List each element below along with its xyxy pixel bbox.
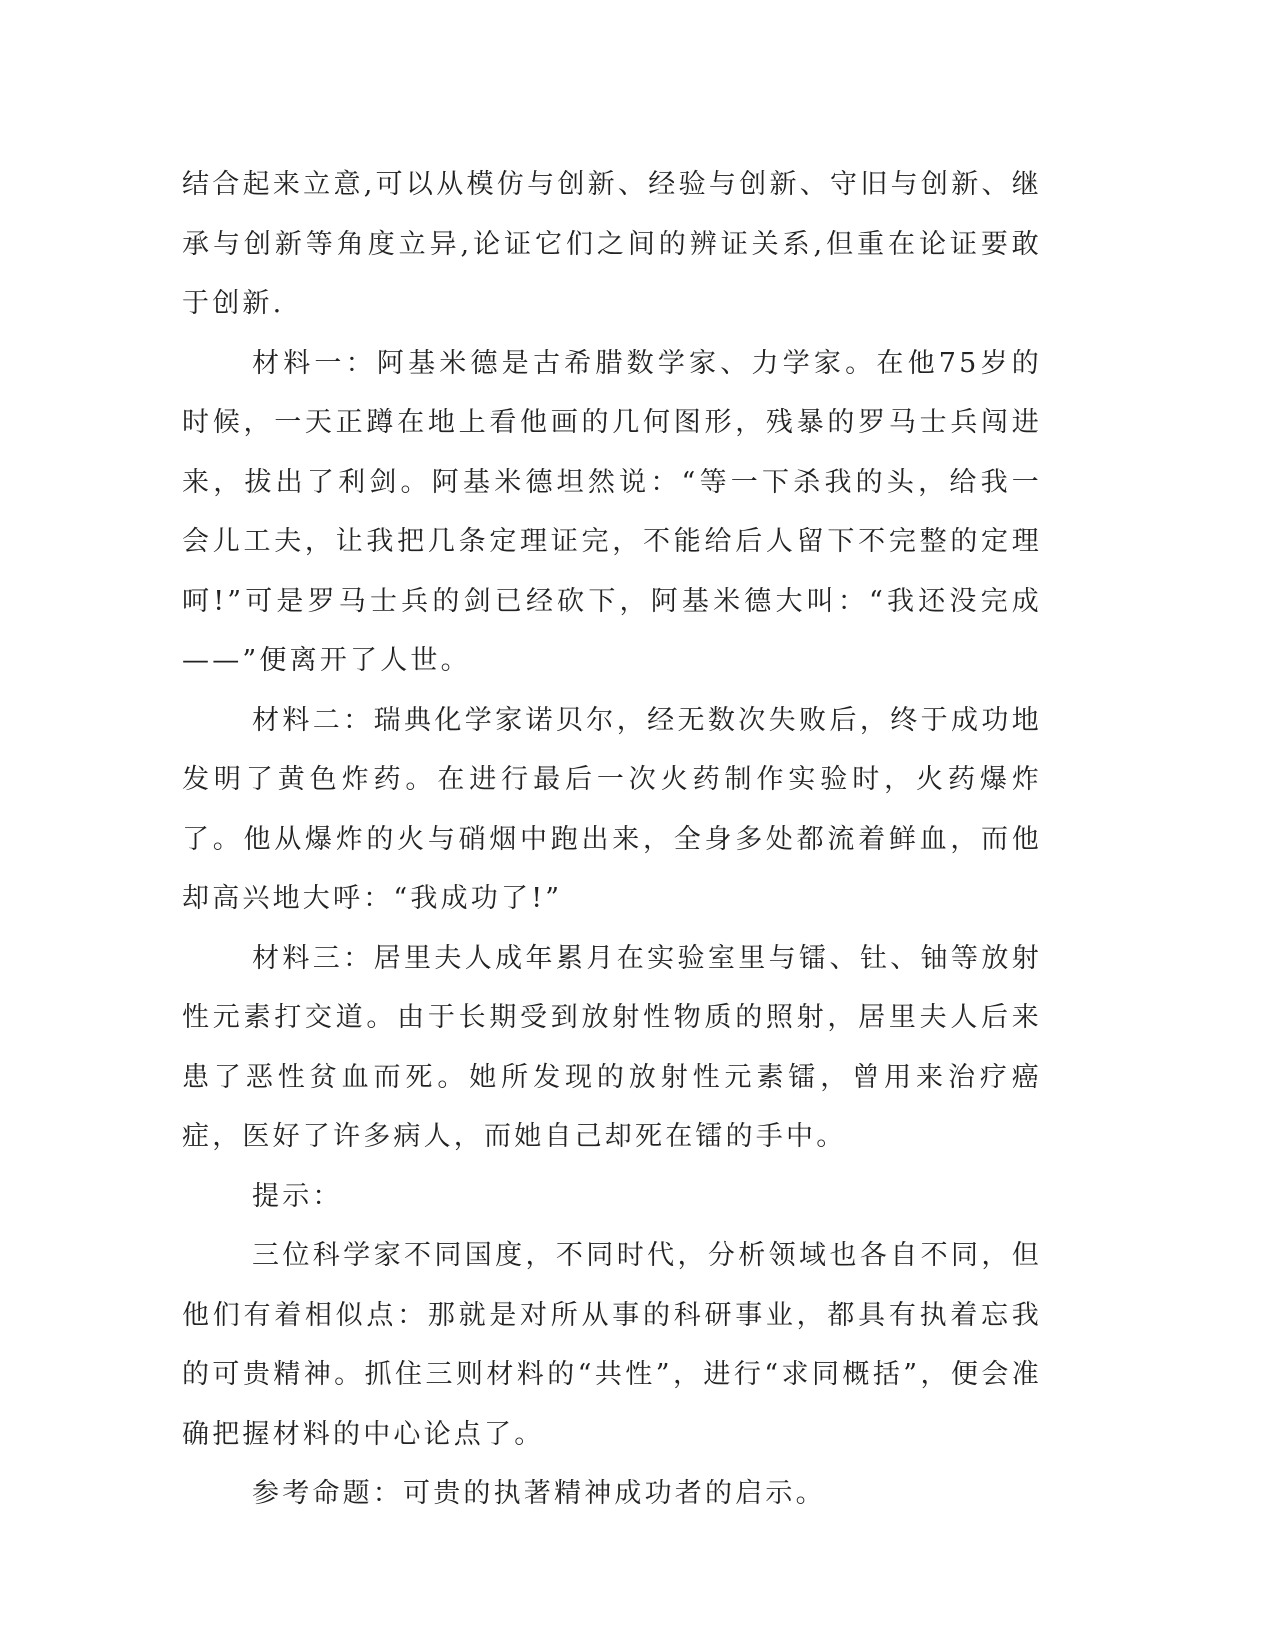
- hint-paragraph: 三位科学家不同国度，不同时代，分析领域也各自不同，但他们有着相似点：那就是对所从事的科研事业，都具有执着忘我的可贵精神。抓住三则材料的“共性”，进行“求同概括”，便会准确把握材料的中心论点了。: [182, 1240, 1042, 1450]
- material-two-paragraph: 材料二：瑞典化学家诺贝尔，经无数次失败后，终于成功地发明了黄色炸药。在进行最后一次火药制作实验时，火药爆炸了。他从爆炸的火与硝烟中跑出来，全身多处都流着鲜血，而他却高兴地大呼：“我成功了!”: [182, 704, 1042, 914]
- material-one-paragraph: 材料一：阿基米德是古希腊数学家、力学家。在他75岁的时候，一天正蹲在地上看他画的几何图形，残暴的罗马士兵闯进来，拔出了利剑。阿基米德坦然说：“等一下杀我的头，给我一会儿工夫，让我把几条定理证完，不能给后人留下不完整的定理呵!”可是罗马士兵的剑已经砍下，阿基米德大叫：“我还没完成——”便离开了人世。: [182, 347, 1042, 676]
- material-three-paragraph: 材料三：居里夫人成年累月在实验室里与镭、钍、铀等放射性元素打交道。由于长期受到放射性物质的照射，居里夫人后来患了恶性贫血而死。她所发现的放射性元素镭，曾用来治疗癌症，医好了许多病人，而她自己却死在镭的手中。: [182, 942, 1042, 1152]
- hint-label: 提示：: [252, 1180, 343, 1212]
- intro-paragraph: 结合起来立意,可以从模仿与创新、经验与创新、守旧与创新、继承与创新等角度立异,论证它们之间的辨证关系,但重在论证要敢于创新.: [182, 169, 1042, 319]
- document-body: [182, 155, 1042, 1524]
- reference-topic-paragraph: 参考命题：可贵的执著精神成功者的启示。: [252, 1478, 826, 1509]
